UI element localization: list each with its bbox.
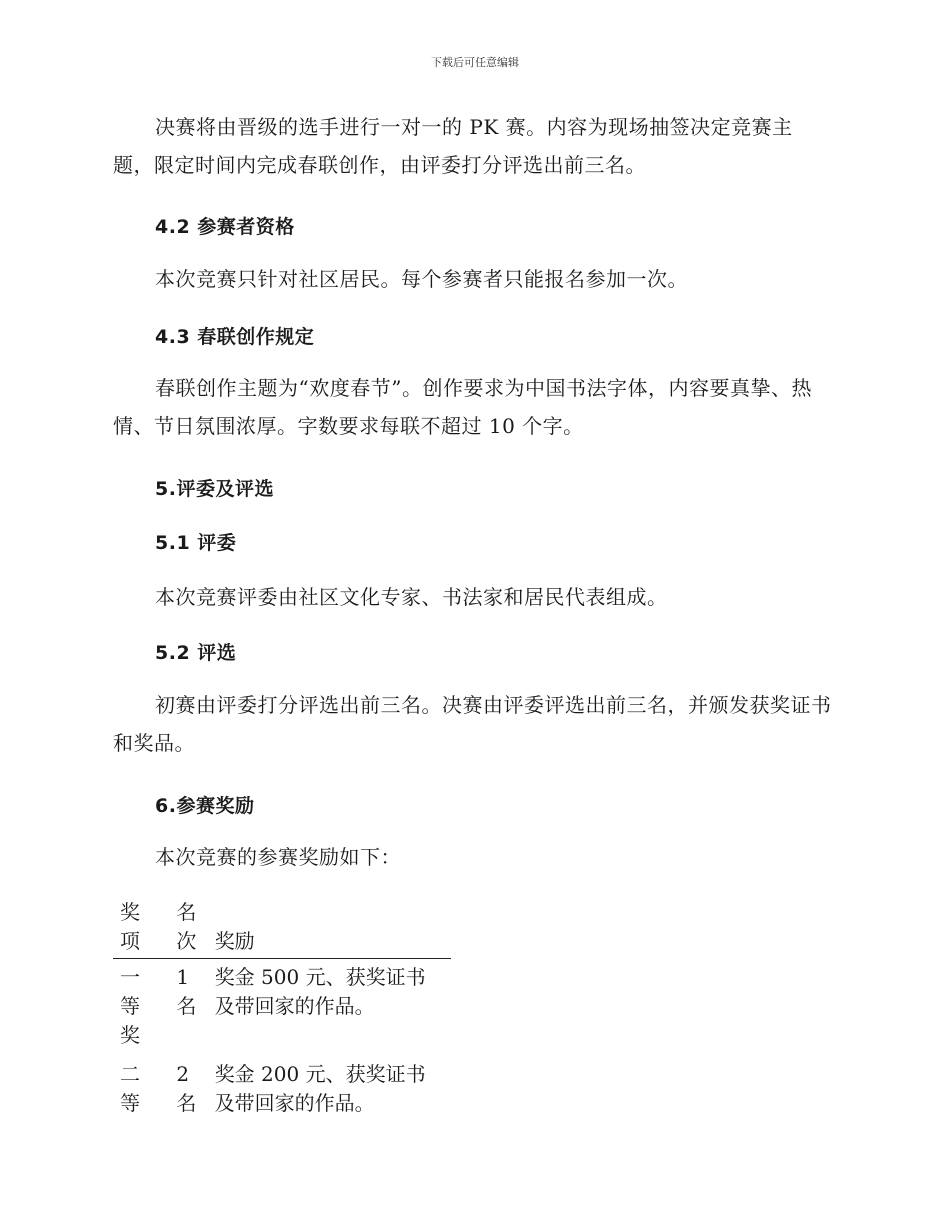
heading-4-3: 4.3 春联创作规定: [155, 326, 315, 348]
paragraph-selection: 初赛由评委打分评选出前三名。决赛由评委评选出前三名，并颁发获奖证书和奖品。: [113, 693, 832, 755]
rewards-table: [113, 898, 451, 1124]
header-rank: 名次: [176, 900, 197, 953]
row-item: 一等奖: [120, 965, 140, 1047]
heading-5-1: 5.1 评委: [155, 532, 237, 554]
paragraph-judges: 本次竞赛评委由社区文化专家、书法家和居民代表组成。: [155, 585, 668, 609]
row-reward: 奖金 500 元、获奖证书及带回家的作品。: [214, 965, 426, 1018]
heading-5: 5.评委及评选: [155, 478, 274, 500]
table-header-row: [113, 898, 451, 959]
row-reward: 奖金 200 元、获奖证书及带回家的作品。: [214, 1062, 426, 1115]
header-reward: 奖励: [214, 929, 255, 953]
page-header: 下载后可任意编辑: [431, 56, 519, 69]
heading-6: 6.参赛奖励: [155, 795, 255, 817]
heading-5-2: 5.2 评选: [155, 642, 237, 664]
row-rank: 2名: [176, 1062, 197, 1115]
paragraph-eligibility: 本次竞赛只针对社区居民。每个参赛者只能报名参加一次。: [155, 267, 688, 291]
paragraph-final-round: 决赛将由晋级的选手进行一对一的 PK 赛。内容为现场抽签决定竞赛主题，限定时间内完成春联创作，由评委打分评选出前三名。: [113, 115, 793, 177]
paragraph-creation-rules: 春联创作主题为“欢度春节”。创作要求为中国书法字体，内容要真挚、热情、节日氛围浓厚。字数要求每联不超过 10 个字。: [113, 376, 812, 438]
heading-4-2: 4.2 参赛者资格: [155, 216, 295, 238]
table-row: [113, 1056, 451, 1124]
row-item: 二等: [120, 1062, 140, 1115]
paragraph-rewards-intro: 本次竞赛的参赛奖励如下：: [155, 845, 401, 869]
header-item: 奖项: [120, 900, 140, 953]
row-rank: 1名: [176, 965, 197, 1018]
table-row: [113, 959, 451, 1057]
